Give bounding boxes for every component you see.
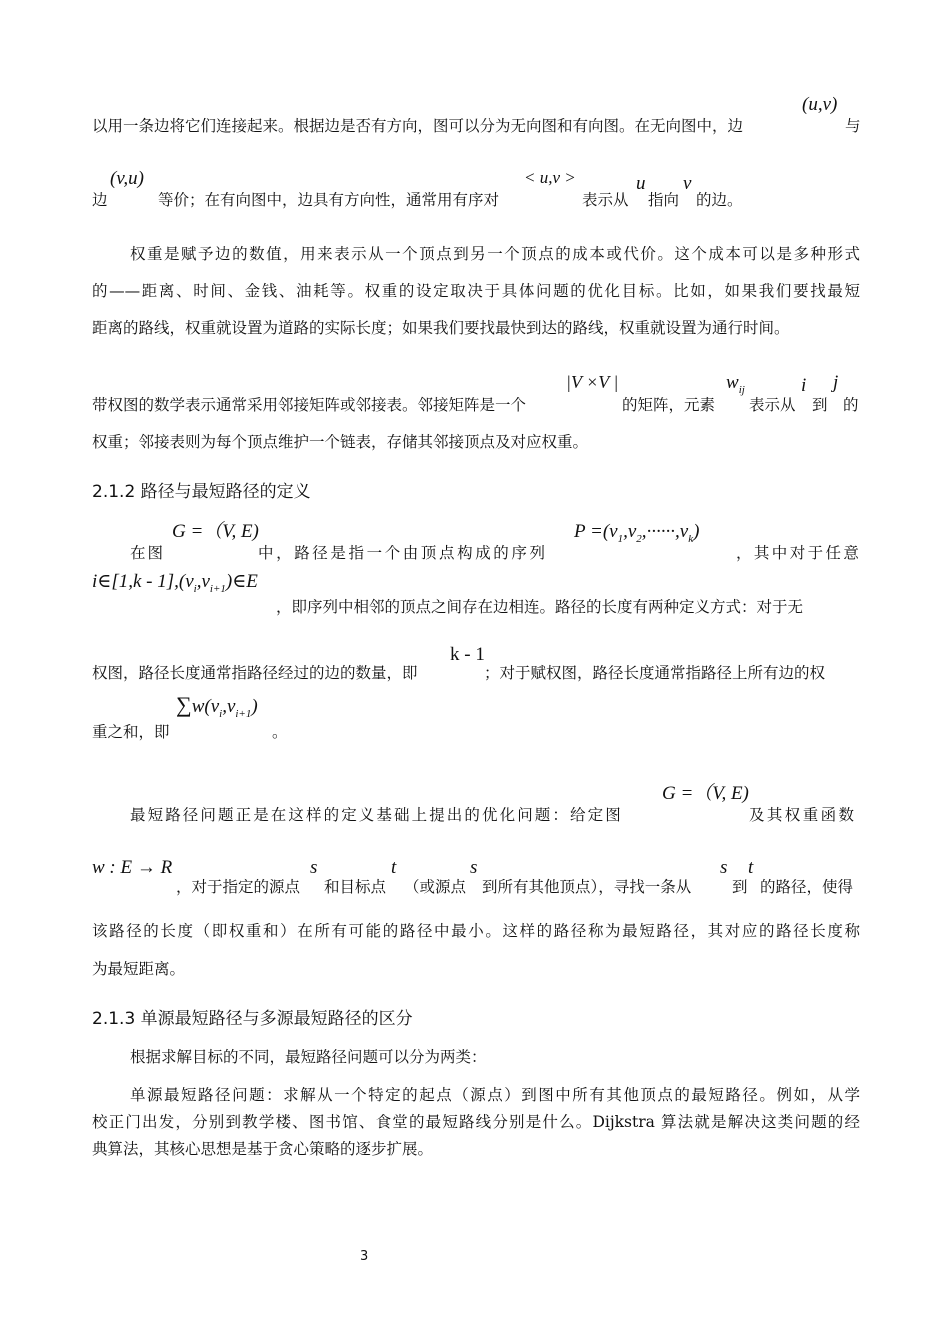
paragraph5-line4: 为最短距离。 [92, 960, 186, 978]
paragraph1-line1-end: 与 [845, 117, 861, 135]
math-source-s: s [310, 857, 318, 878]
paragraph4-line1-b: 中，路径是指一个由顶点构成的序列 [258, 544, 548, 562]
paragraph1-line2-c: 表示从 [582, 191, 629, 209]
paragraph4-line4-a: 重之和，即 [92, 723, 170, 741]
paragraph5-line1-b: 及其权重函数 [749, 806, 857, 824]
math-source-s-3: s [720, 857, 728, 878]
paragraph5-line3: 该路径的长度（即权重和）在所有可能的路径中最小。这样的路径称为最短路径，其对应的路径长度称 [92, 922, 860, 940]
math-v: v [683, 173, 692, 194]
math-path-P [574, 522, 699, 545]
math-path-P-start: P =(v [574, 521, 618, 542]
paragraph3-line1-c: 表示从 [749, 396, 796, 414]
math-sum-sub-i: i [219, 707, 223, 720]
section-heading-2-1-3: 2.1.3 单源最短路径与多源最短路径的区分 [92, 1009, 413, 1029]
math-sum-mid: ,v [222, 696, 236, 717]
math-source-s-2: s [470, 857, 478, 878]
math-u: u [636, 173, 646, 194]
paragraph2-line2: 的——距离、时间、金钱、油耗等。权重的设定取决于具体问题的优化目标。比如，如果我们要找最短 [92, 282, 860, 300]
paragraph4-line1-c: ，其中对于任意 [736, 544, 862, 562]
math-ordered-pair: < u,v > [524, 168, 576, 187]
paragraph7-line3: 典算法，其核心思想是基于贪心策略的逐步扩展。 [92, 1140, 434, 1158]
math-range-sub-i1: i+1 [209, 582, 226, 595]
paragraph1-line2-e: 的边。 [696, 191, 743, 209]
paragraph5-line2-c: （或源点 [404, 878, 467, 896]
paragraph4-line3-a: 权图，路径长度通常指路径经过的边的数量，即 [92, 664, 418, 682]
math-sum-end: ) [251, 696, 258, 717]
section-heading-2-1-2: 2.1.2 路径与最短路径的定义 [92, 482, 311, 502]
paragraph3-line2: 权重；邻接表则为每个顶点维护一个链表，存储其邻接顶点及对应权重。 [92, 433, 589, 451]
paragraph4-line2: ，即序列中相邻的顶点之间存在边相连。路径的长度有两种定义方式：对于无 [276, 598, 804, 616]
math-sum-weights [176, 694, 258, 720]
math-vxv: |V ×V | [566, 372, 619, 392]
math-edge-uv: (u,v) [802, 94, 838, 115]
math-range-start: i∈[1,k - 1],(v [92, 571, 194, 592]
paragraph3-line1-b: 的矩阵，元素 [622, 396, 716, 414]
paragraph1-line2-a: 边 [92, 191, 108, 209]
page-number: 3 [360, 1249, 369, 1264]
math-path-mid: ,v [623, 521, 637, 542]
math-path-dots: ,······,v [641, 521, 689, 542]
math-range-mid: ,v [196, 571, 210, 592]
math-wij-sub: ij [738, 383, 745, 396]
paragraph3-line1-a: 带权图的数学表示通常采用邻接矩阵或邻接表。邻接矩阵是一个 [92, 396, 527, 414]
math-k-minus-1: k - 1 [450, 644, 485, 665]
paragraph5-line2-f: 的路径，使得 [760, 878, 854, 896]
math-range-sub-i: i [193, 582, 197, 595]
paragraph2-line1: 权重是赋予边的数值，用来表示从一个顶点到另一个顶点的成本或代价。这个成本可以是多种形式 [130, 245, 860, 263]
math-index-range [92, 572, 258, 595]
math-target-t: t [391, 857, 397, 878]
math-path-end: ) [693, 521, 700, 542]
paragraph5-line2-a: ，对于指定的源点 [176, 878, 301, 896]
math-graph-G: G =（V, E) [172, 521, 259, 542]
paragraph7-line1: 单源最短路径问题：求解从一个特定的起点（源点）到图中所有其他顶点的最短路径。例如，从学 [130, 1086, 860, 1104]
math-range-end: )∈E [225, 571, 258, 592]
paragraph5-line2-d: 到所有其他顶点），寻找一条从 [482, 878, 692, 896]
math-i: i [801, 375, 807, 396]
paragraph4-line1-a: 在图 [130, 544, 166, 562]
math-sum-sub-i1: i+1 [235, 707, 252, 720]
math-j: j [833, 372, 839, 393]
paragraph3-line1-d: 到 [812, 396, 828, 414]
paragraph7-line2: 校正门出发，分别到教学楼、图书馆、食堂的最短路线分别是什么。Dijkstra 算法就是解决这类问题的经 [92, 1113, 860, 1131]
math-sum-symbol: ∑ [176, 692, 192, 717]
math-graph-G-2: G =（V, E) [662, 783, 749, 804]
math-edge-vu: (v,u) [110, 168, 144, 189]
math-wij [726, 373, 745, 396]
paragraph1-line2-b: 等价；在有向图中，边具有方向性，通常用有序对 [158, 191, 500, 209]
paragraph4-line4-b: 。 [272, 723, 288, 741]
paragraph1-line1: 以用一条边将它们连接起来。根据边是否有方向，图可以分为无向图和有向图。在无向图中，边 [92, 117, 744, 135]
paragraph5-line1-a: 最短路径问题正是在这样的定义基础上提出的优化问题：给定图 [130, 806, 623, 824]
math-weight-function: w : E → R [92, 857, 173, 878]
math-path-sub1: 1 [617, 532, 624, 545]
paragraph2-line3: 距离的路线，权重就设置为道路的实际长度；如果我们要找最快到达的路线，权重就设置为通行时间。 [92, 319, 790, 337]
math-path-sub2: 2 [636, 532, 642, 545]
paragraph3-line1-e: 的 [843, 396, 859, 414]
paragraph1-line2-d: 指向 [648, 191, 680, 209]
math-target-t-2: t [748, 857, 754, 878]
paragraph4-line3-b: ；对于赋权图，路径长度通常指路径上所有边的权 [484, 664, 826, 682]
paragraph5-line2-e: 到 [732, 878, 748, 896]
math-wij-base: w [726, 372, 739, 393]
paragraph5-line2-b: 和目标点 [324, 878, 387, 896]
math-sum-expr: w(v [191, 696, 220, 717]
math-path-subk: k [688, 532, 694, 545]
paragraph6-line1: 根据求解目标的不同，最短路径问题可以分为两类： [130, 1048, 487, 1066]
